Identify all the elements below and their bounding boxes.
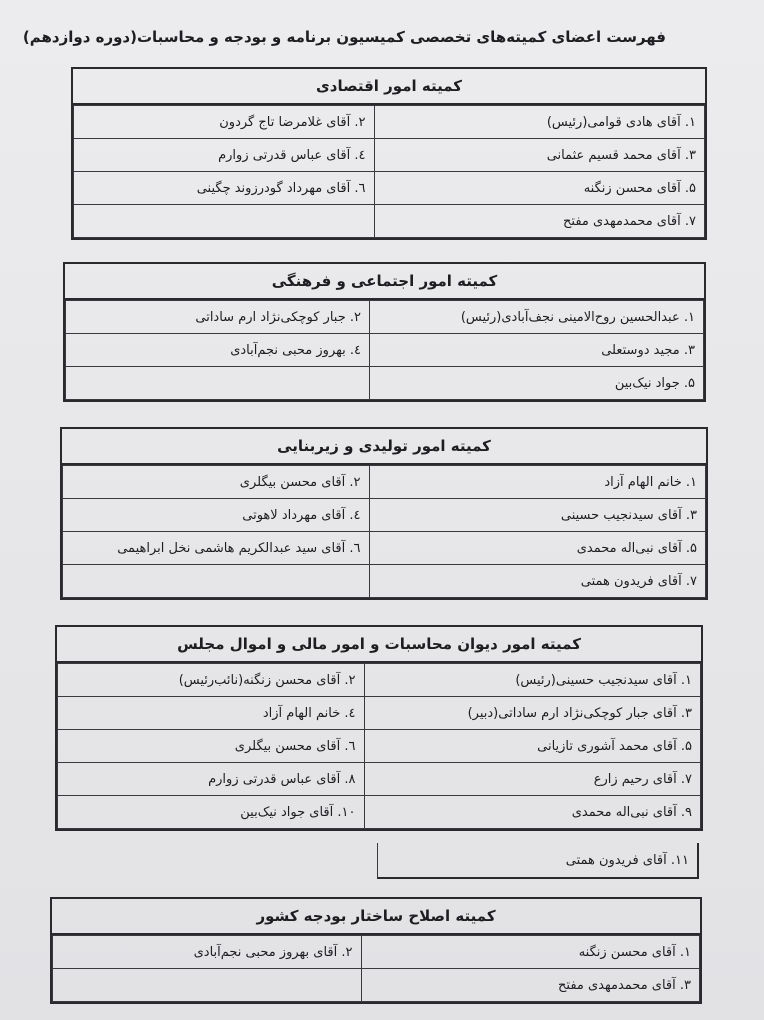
- table-row: [53, 969, 700, 1002]
- table-row: [74, 205, 705, 238]
- member-cell: ۳. مجید دوستعلی: [370, 334, 704, 367]
- member-cell: ۲. جبار کوچکی‌نژاد ارم ساداتی: [66, 301, 370, 334]
- member-cell: ۳. آقای سیدنجیب حسینی: [369, 499, 706, 532]
- member-cell: ۵. آقای نبی‌اله محمدی: [369, 532, 706, 565]
- member-cell: ۷. آقای محمدمهدی مفتح: [374, 205, 705, 238]
- member-cell: ٤. آقای مهرداد لاهوتی: [63, 499, 370, 532]
- table-row: [53, 936, 700, 969]
- members-table: [65, 300, 704, 400]
- member-cell: ۳. آقای جبار کوچکی‌نژاد ارم ساداتی(دبیر): [364, 697, 701, 730]
- member-cell: [53, 969, 362, 1002]
- table-row: [63, 565, 706, 598]
- member-cell: ۳. آقای محمد قسیم عثمانی: [374, 139, 705, 172]
- table-row: [58, 763, 701, 796]
- member-cell: ۲. آقای محسن بیگلری: [63, 466, 370, 499]
- member-cell: ٤. آقای عباس قدرتی زوارم: [74, 139, 375, 172]
- committee-audit-finance: [55, 625, 703, 831]
- table-row: [66, 367, 704, 400]
- members-table: [73, 105, 705, 238]
- member-cell: ٦. آقای سید عبدالکریم هاشمی نخل ابراهیمی: [63, 532, 370, 565]
- table-row: [63, 532, 706, 565]
- member-cell: [74, 205, 375, 238]
- members-table: [57, 663, 701, 829]
- committee-title: کمیته امور اقتصادی: [73, 69, 705, 105]
- member-cell: ۵. آقای محمد آشوری تازیانی: [364, 730, 701, 763]
- table-row: [74, 106, 705, 139]
- member-cell-extra: ۱۱. آقای فریدون همتی: [377, 843, 699, 879]
- table-row: [58, 664, 701, 697]
- committee-budget-reform: [50, 897, 702, 1004]
- member-cell: ٤. خانم الهام آزاد: [58, 697, 365, 730]
- committee-title: کمیته اصلاح ساختار بودجه کشور: [52, 899, 700, 935]
- member-cell: ۱. خانم الهام آزاد: [369, 466, 706, 499]
- committee-economic: [71, 67, 707, 240]
- member-cell: ۷. آقای رحیم زارع: [364, 763, 701, 796]
- member-cell: ۲. آقای غلامرضا تاج گردون: [74, 106, 375, 139]
- committee-production-infrastructure: [60, 427, 708, 600]
- member-cell: ۱۰. آقای جواد نیک‌بین: [58, 796, 365, 829]
- committee-title: کمیته امور تولیدی و زیربنایی: [62, 429, 706, 465]
- document-title: فهرست اعضای کمیته‌های تخصصی کمیسیون برنامه و بودجه و محاسبات(دوره دوازدهم): [22, 28, 666, 46]
- member-cell: ٤. بهروز محبی نجم‌آبادی: [66, 334, 370, 367]
- member-cell: ۱. آقای محسن زنگنه: [361, 936, 700, 969]
- committee-title: کمیته امور اجتماعی و فرهنگی: [65, 264, 704, 300]
- table-row: [74, 172, 705, 205]
- member-cell: [66, 367, 370, 400]
- member-cell: ۱. عبدالحسین روح‌الامینی نجف‌آبادی(رئیس): [370, 301, 704, 334]
- member-cell: ٦. آقای محسن بیگلری: [58, 730, 365, 763]
- table-row: [58, 697, 701, 730]
- committee-title: کمیته امور دیوان محاسبات و امور مالی و اموال مجلس: [57, 627, 701, 663]
- member-cell: ۹. آقای نبی‌اله محمدی: [364, 796, 701, 829]
- member-cell: ۸. آقای عباس قدرتی زوارم: [58, 763, 365, 796]
- member-cell: ۲. آقای محسن زنگنه(نائب‌رئیس): [58, 664, 365, 697]
- table-row: [66, 334, 704, 367]
- member-cell: ۵. آقای محسن زنگنه: [374, 172, 705, 205]
- table-row: [63, 466, 706, 499]
- table-row: [74, 139, 705, 172]
- members-table: [52, 935, 700, 1002]
- member-cell: ۱. آقای سیدنجیب حسینی(رئیس): [364, 664, 701, 697]
- member-cell: ۳. آقای محمدمهدی مفتح: [361, 969, 700, 1002]
- members-table: [62, 465, 706, 598]
- member-cell: ۷. آقای فریدون همتی: [369, 565, 706, 598]
- member-cell: [63, 565, 370, 598]
- table-row: [63, 499, 706, 532]
- member-cell: ۲. آقای بهروز محبی نجم‌آبادی: [53, 936, 362, 969]
- member-cell: ۵. جواد نیک‌بین: [370, 367, 704, 400]
- member-cell: ٦. آقای مهرداد گودرزوند چگینی: [74, 172, 375, 205]
- table-row: [58, 796, 701, 829]
- table-row: [58, 730, 701, 763]
- committee-social-cultural: [63, 262, 706, 402]
- member-cell: ۱. آقای هادی قوامی(رئیس): [374, 106, 705, 139]
- table-row: [66, 301, 704, 334]
